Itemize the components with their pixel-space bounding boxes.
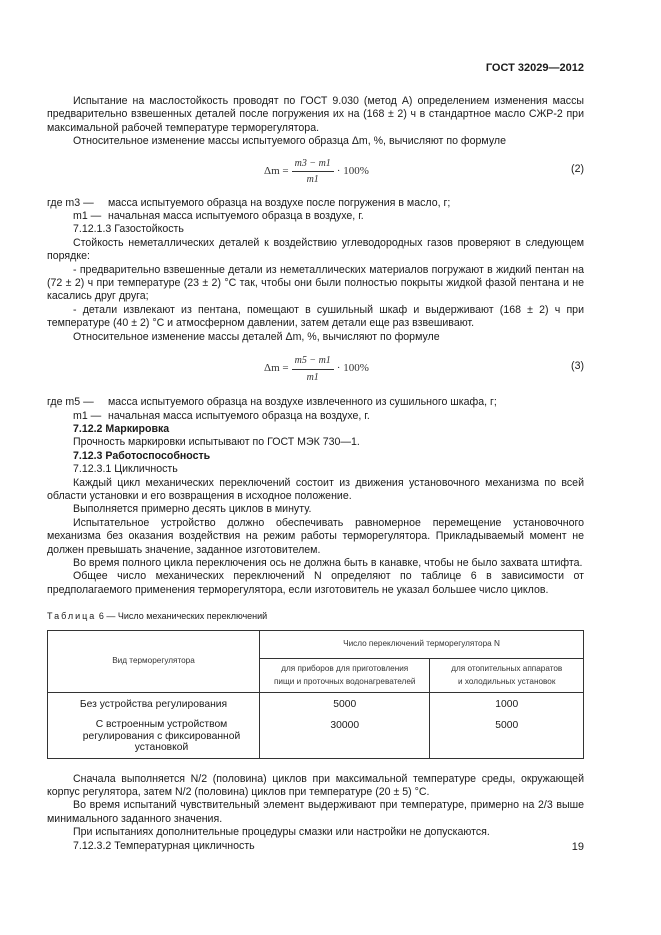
- variable-symbol: m1 —: [73, 210, 102, 223]
- formula-numerator: m3 − m1: [292, 157, 334, 172]
- section-heading: 7.12.3.2 Температурная цикличность: [73, 839, 255, 852]
- paragraph: Сначала выполняется N/2 (половина) циклов при максимальной температуре среды, окружающей корпус регулятора, затем N/2 (половина) циклов при температуре (20 ± 5) °С.: [47, 772, 584, 798]
- variable-symbol: m1 —: [73, 409, 102, 422]
- paragraph: Относительное изменение массы деталей Δm, %, вычисляют по формуле: [73, 330, 440, 343]
- document-header: ГОСТ 32029—2012: [485, 62, 584, 74]
- table-row: [48, 713, 584, 758]
- paragraph: Испытательное устройство должно обеспечивать равномерное перемещение установочного механизма без оказания воздействия на режим работы терморегулятора. Прикладываемый момент не должен превышать значение, заданное изготовителем.: [47, 516, 584, 556]
- caption-text: 6 — Число механических переключений: [98, 611, 268, 622]
- paragraph: Общее число механических переключений N определяют по таблице 6 в зависимости от предполагаемого применения терморегулятора, если изготовитель не указал большее число циклов.: [47, 570, 584, 596]
- list-item: - детали извлекают из пентана, помещают в сушильный шкаф и выдерживают (168 ± 2) ч при температуре (40 ± 2) °С и атмосферном давлении, затем детали еще раз взвешивают.: [47, 303, 584, 330]
- cell-value: 1000: [430, 692, 584, 713]
- formula-number: (2): [571, 162, 584, 175]
- formula-denominator: m1: [306, 371, 319, 383]
- formula-rhs: · 100%: [336, 362, 369, 375]
- paragraph: Во время испытаний чувствительный элемент выдерживают при температуре, примерно на 2/3 выше минимального заданного значения.: [47, 799, 584, 825]
- variable-symbol: где m5 —: [47, 396, 94, 409]
- formula-3: [47, 352, 584, 390]
- column-group-header: Число переключений терморегулятора N: [260, 630, 584, 658]
- formula-2: [47, 155, 584, 193]
- paragraph: Стойкость неметаллических деталей к воздействию углеводородных газов проверяют в следующем порядке:: [47, 236, 584, 263]
- caption-label: Таблица: [47, 611, 97, 622]
- variable-definition: начальная масса испытуемого образца на воздухе, г.: [108, 409, 370, 422]
- section-heading: 7.12.3 Работоспособность: [73, 449, 211, 462]
- paragraph: Относительное изменение массы испытуемого образца Δm, %, вычисляют по формуле: [73, 135, 506, 148]
- column-header: для приборов для приготовления пищи и проточных водонагревателей: [260, 658, 430, 692]
- paragraph: Испытание на маслостойкость проводят по ГОСТ 9.030 (метод А) определением изменения массы предварительно взвешенных деталей после погружения их на (168 ± 2) ч в стандартное масло СЖР-2 при максимальной рабочей температуре терморегулятора.: [47, 95, 584, 134]
- cell-type: С встроенным устройством регулирования с фиксированной установкой: [48, 713, 260, 758]
- paragraph: При испытаниях дополнительные процедуры смазки или настройки не допускаются.: [73, 826, 490, 839]
- cell-value: 5000: [260, 692, 430, 713]
- page-number: 19: [571, 841, 584, 853]
- cell-type: Без устройства регулирования: [48, 692, 260, 713]
- formula-denominator: m1: [306, 174, 319, 186]
- paragraph: Выполняется примерно десять циклов в минуту.: [73, 503, 312, 516]
- list-item: - предварительно взвешенные детали из неметаллических материалов погружают в жидкий пентан на (72 ± 2) ч при температуре (23 ± 2) °С так, чтобы они были полностью покрыты жидкой фазой пентана и не касались друг друга;: [47, 263, 584, 303]
- formula-number: (3): [571, 360, 584, 373]
- section-heading: 7.12.3.1 Цикличность: [73, 463, 178, 476]
- paragraph: Во время полного цикла переключения ось не должна быть в канавке, чтобы не было захвата штифта.: [73, 556, 583, 569]
- paragraph: Каждый цикл механических переключений состоит из движения установочного механизма по всей области установки и его возвращения в исходное положение.: [47, 476, 584, 502]
- formula-lhs: Δm =: [264, 362, 289, 375]
- variable-definition: начальная масса испытуемого образца в воздухе, г.: [108, 210, 364, 223]
- column-header: для отопительных аппаратов и холодильных установок: [430, 658, 584, 692]
- section-heading: 7.12.1.3 Газостойкость: [73, 223, 184, 236]
- table-row: [48, 692, 584, 713]
- formula-numerator: m5 − m1: [292, 354, 334, 369]
- cell-value: 30000: [260, 713, 430, 758]
- switching-cycles-table: [47, 630, 584, 759]
- cell-value: 5000: [430, 713, 584, 758]
- paragraph: Прочность маркировки испытывают по ГОСТ МЭК 730—1.: [73, 436, 360, 449]
- formula-rhs: · 100%: [336, 164, 369, 177]
- table-caption: [47, 610, 584, 623]
- section-heading: 7.12.2 Маркировка: [73, 422, 170, 435]
- variable-definition: масса испытуемого образца на воздухе после погружения в масло, г;: [108, 196, 451, 209]
- variable-symbol: где m3 —: [47, 196, 94, 209]
- formula-lhs: Δm =: [264, 164, 289, 177]
- variable-definition: масса испытуемого образца на воздухе извлеченного из сушильного шкафа, г;: [108, 396, 497, 409]
- column-header: Вид терморегулятора: [48, 630, 260, 692]
